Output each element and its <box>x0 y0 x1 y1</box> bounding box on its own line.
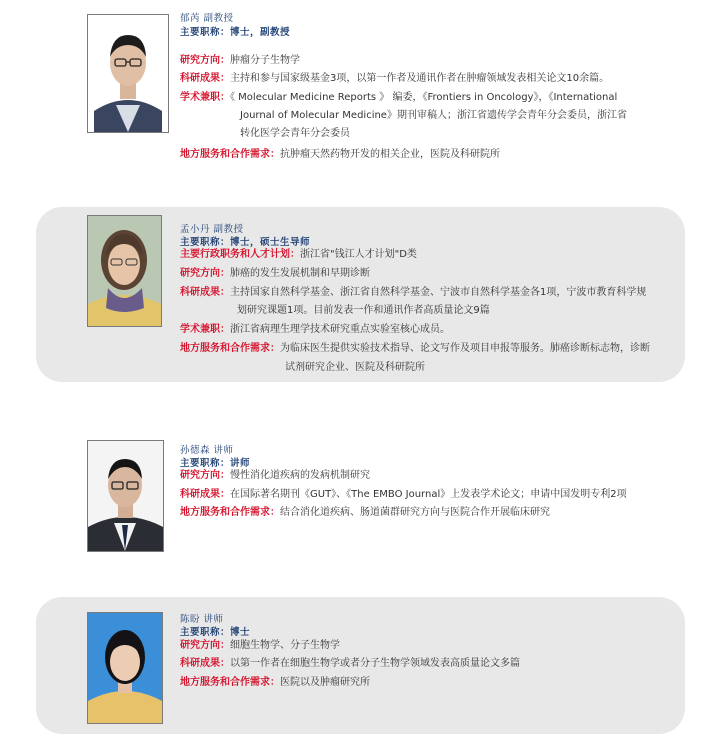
field-service-needs-cont: 试剂研究企业、医院及科研院所 <box>285 362 425 373</box>
profile-card-1 <box>0 0 719 200</box>
field-research-results: 科研成果：主持和参与国家级基金3项，以第一作者及通讯作者在肿瘤领域发表相关论文10余篇。 <box>180 73 610 84</box>
profile-card-3 <box>0 430 719 560</box>
person-title: 主要职称：博士，硕士生导师 <box>180 237 311 248</box>
field-admin-talent: 主要行政职务和人才计划：浙江省"钱江人才计划"D类 <box>180 249 417 260</box>
field-service-needs: 地方服务和合作需求：医院以及肿瘤研究所 <box>180 677 370 688</box>
portrait-photo <box>87 14 169 133</box>
profile-card-4 <box>0 597 719 734</box>
field-academic-roles-cont: Journal of Molecular Medicine》期刊审稿人；浙江省遗传学会青年分会委员，浙江省 <box>240 110 627 121</box>
field-research-direction: 研究方向：慢性消化道疾病的发病机制研究 <box>180 470 370 481</box>
profile-card-2 <box>0 207 719 382</box>
field-academic-roles-cont: 转化医学会青年分会委员 <box>240 128 350 139</box>
portrait-photo <box>87 215 162 327</box>
field-research-results: 科研成果：以第一作者在细胞生物学或者分子生物学领域发表高质量论文多篇 <box>180 658 520 669</box>
field-research-direction: 研究方向：肿瘤分子生物学 <box>180 55 300 66</box>
field-research-results: 科研成果：在国际著名期刊《GUT》、《The EMBO Journal》上发表学术论文；申请中国发明专利2项 <box>180 489 627 500</box>
field-service-needs: 地方服务和合作需求：抗肿瘤天然药物开发的相关企业，医院及科研院所 <box>180 149 500 160</box>
person-name: 郁芮 副教授 <box>180 13 234 24</box>
portrait-photo <box>87 440 164 552</box>
field-research-results-cont: 划研究课题1项。目前发表一作和通讯作者高质量论文9篇 <box>237 305 490 316</box>
field-service-needs: 地方服务和合作需求：为临床医生提供实验技术指导、论文写作及项目申报等服务。肺癌诊断标志物，诊断 <box>180 343 650 354</box>
field-research-direction: 研究方向：细胞生物学、分子生物学 <box>180 640 340 651</box>
field-service-needs: 地方服务和合作需求：结合消化道疾病、肠道菌群研究方向与医院合作开展临床研究 <box>180 507 550 518</box>
person-name: 陈盼 讲师 <box>180 614 224 625</box>
portrait-photo <box>87 612 163 724</box>
person-title: 主要职称：博士，副教授 <box>180 27 291 38</box>
person-name: 孙德森 讲师 <box>180 445 234 456</box>
field-academic-roles: 学术兼职：《 Molecular Medicine Reports 》 编委，《Frontiers in Oncology》，《International <box>180 92 618 103</box>
field-research-results: 科研成果：主持国家自然科学基金、浙江省自然科学基金、宁波市自然科学基金各1项，宁波市教育科学规 <box>180 287 647 298</box>
field-academic-roles: 学术兼职：浙江省病理生理学技术研究重点实验室核心成员。 <box>180 324 450 335</box>
person-title: 主要职称：讲师 <box>180 458 251 469</box>
field-research-direction: 研究方向：肺癌的发生发展机制和早期诊断 <box>180 268 370 279</box>
person-name: 孟小丹 副教授 <box>180 224 244 235</box>
person-title: 主要职称：博士 <box>180 627 251 638</box>
